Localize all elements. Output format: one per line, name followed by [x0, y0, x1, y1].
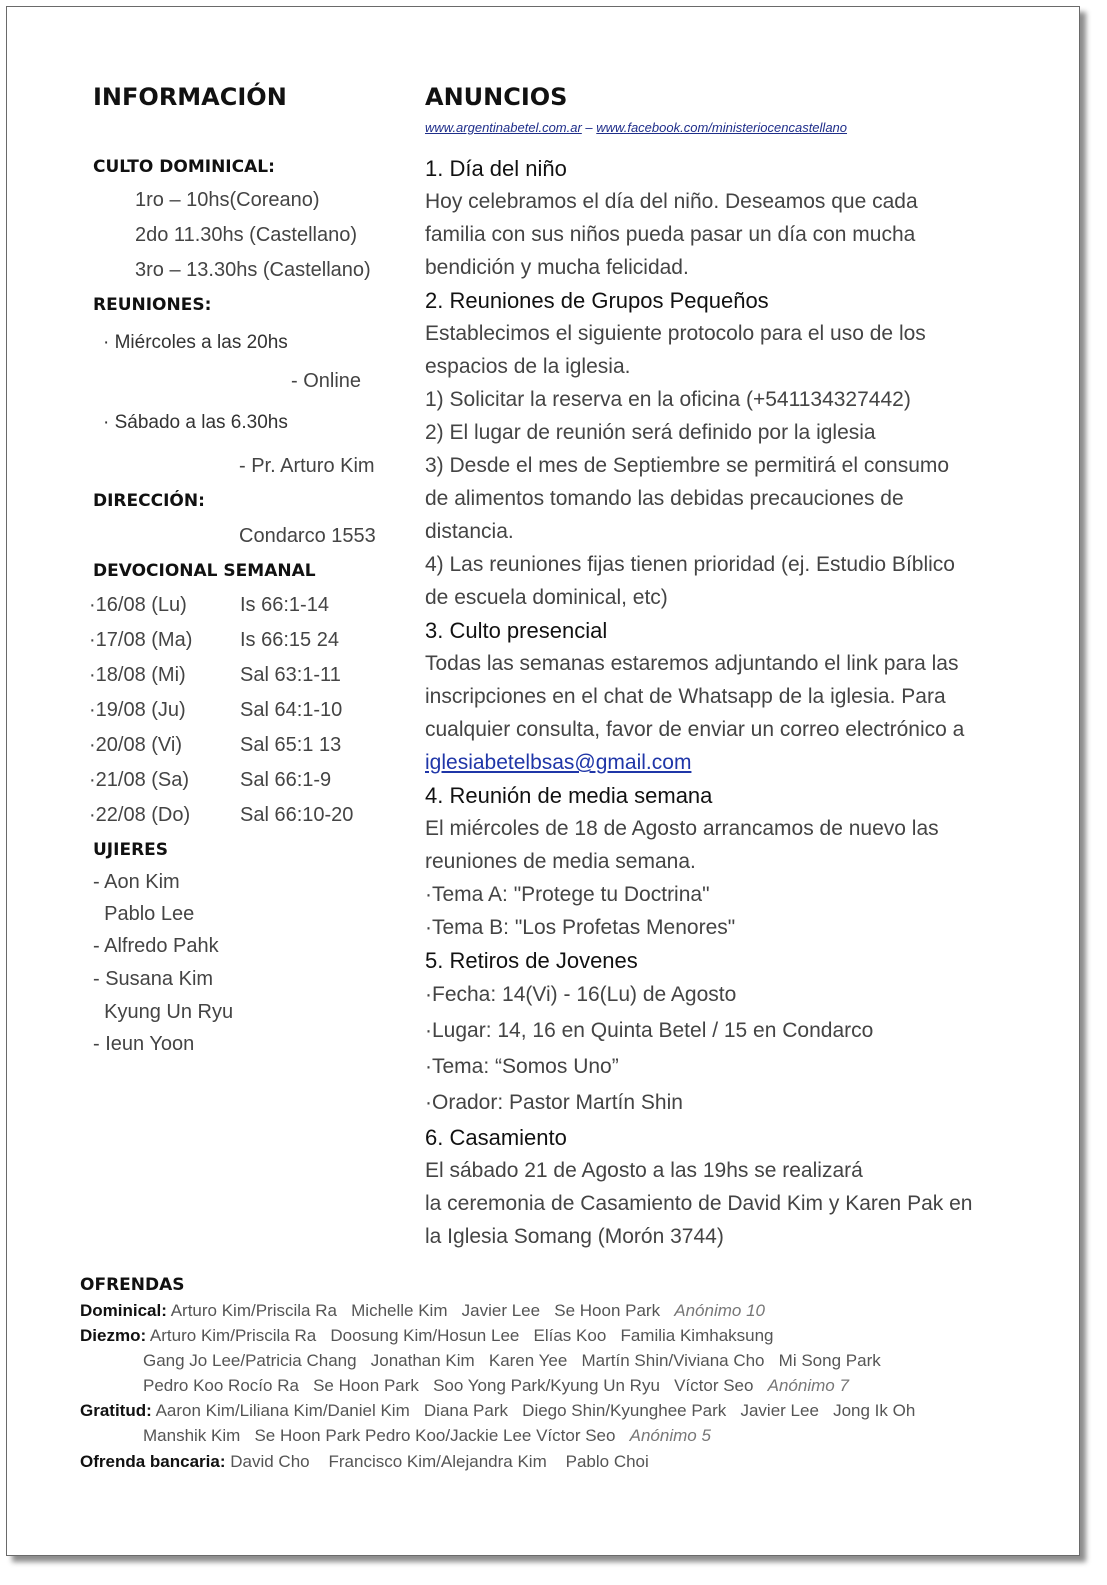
diezmo-names: Arturo Kim/Priscila Ra Doosung Kim/Hosun Lee Elías Koo Familia Kimhaksung — [149, 1326, 774, 1345]
announcement-line: ·Fecha: 14(Vi) - 16(Lu) de Agosto — [425, 983, 737, 1006]
dominical-names: Arturo Kim/Priscila Ra Michelle Kim Javier Lee Se Hoon Park — [170, 1301, 661, 1320]
ujier-item: - Ieun Yoon — [93, 1033, 195, 1055]
gratitud-anon: Anónimo 5 — [629, 1426, 711, 1445]
devocional-day: ·21/08 (Sa) — [89, 769, 190, 791]
culto-item: 1ro – 10hs(Coreano) — [135, 189, 320, 211]
announcement-line: espacios de la iglesia. — [425, 355, 631, 378]
announcement-line: de alimentos tomando las debidas precauciones de — [425, 487, 904, 510]
announcement-heading: 5. Retiros de Jovenes — [425, 948, 638, 973]
devocional-day: ·16/08 (Lu) — [89, 594, 187, 616]
ujier-item: - Aon Kim — [93, 871, 180, 893]
announcement-line: ·Tema: “Somos Uno” — [425, 1055, 619, 1078]
announcement-line: de escuela dominical, etc) — [425, 586, 668, 609]
announcement-line: El miércoles de 18 de Agosto arrancamos de nuevo las — [425, 817, 939, 840]
announcement-line: 3) Desde el mes de Septiembre se permitirá el consumo — [425, 454, 950, 477]
announcement-line: Todas las semanas estaremos adjuntando el link para las — [425, 652, 959, 675]
ujieres-label: UJIERES — [93, 840, 169, 860]
announcement-line: la ceremonia de Casamiento de David Kim y Karen Pak en — [425, 1192, 973, 1215]
diezmo-label: Diezmo: — [80, 1326, 147, 1345]
gratitud-names: Manshik Kim Se Hoon Park Pedro Koo/Jackie Lee Víctor Seo — [143, 1426, 616, 1445]
gratitud-names: Aaron Kim/Liliana Kim/Daniel Kim Diana Park Diego Shin/Kyunghee Park Javier Lee Jong Ik Oh — [155, 1401, 916, 1420]
devocional-day: ·17/08 (Ma) — [89, 629, 193, 651]
ofrendas-title: OFRENDAS — [80, 1275, 185, 1295]
ofrenda-gratitud — [80, 1401, 915, 1421]
ujier-item: - Alfredo Pahk — [93, 935, 219, 957]
link-separator: – — [581, 120, 597, 135]
devocional-ref: Is 66:15 24 — [240, 629, 339, 651]
email-link[interactable]: iglesiabetelbsas@gmail.com — [425, 751, 692, 774]
announcement-line: distancia. — [425, 520, 514, 543]
devocional-day: ·19/08 (Ju) — [89, 699, 186, 721]
devocional-day: ·20/08 (Vi) — [89, 734, 183, 756]
diezmo-names: Pedro Koo Rocío Ra Se Hoon Park Soo Yong Park/Kyung Un Ryu Víctor Seo — [143, 1376, 754, 1395]
reunion-sub: - Pr. Arturo Kim — [239, 455, 375, 477]
devocional-label: DEVOCIONAL SEMANAL — [93, 561, 316, 581]
devocional-ref: Sal 66:10-20 — [240, 804, 354, 826]
announcement-line: ·Orador: Pastor Martín Shin — [425, 1091, 683, 1114]
reunion-sub: - Online — [291, 370, 362, 392]
culto-label: CULTO DOMINICAL: — [93, 157, 275, 177]
announcement-line: ·Tema B: "Los Profetas Menores" — [425, 916, 736, 939]
announcement-heading: 6. Casamiento — [425, 1125, 567, 1150]
ofrenda-gratitud-cont — [143, 1426, 711, 1446]
anuncios-title: ANUNCIOS — [425, 83, 568, 111]
announcement-line: ·Tema A: "Protege tu Doctrina" — [425, 883, 710, 906]
gratitud-label: Gratitud: — [80, 1401, 152, 1420]
dominical-anon: Anónimo 10 — [674, 1301, 765, 1320]
announcement-line: familia con sus niños pueda pasar un día con mucha — [425, 223, 916, 246]
announcements — [425, 152, 1065, 1253]
facebook-link[interactable]: www.facebook.com/ministeriocencastellano — [596, 120, 848, 135]
culto-item: 2do 11.30hs (Castellano) — [135, 224, 357, 246]
announcement-line: Hoy celebramos el día del niño. Deseamos que cada — [425, 190, 918, 213]
dominical-label: Dominical: — [80, 1301, 167, 1320]
direccion-value: Condarco 1553 — [239, 525, 376, 547]
announcement-heading: 4. Reunión de media semana — [425, 783, 713, 808]
devocional-ref: Is 66:1-14 — [240, 594, 329, 616]
announcement-line: la Iglesia Somang (Morón 3744) — [425, 1225, 724, 1248]
devocional-ref: Sal 66:1-9 — [240, 769, 332, 791]
ofrenda-bancaria — [80, 1452, 649, 1472]
bulletin-page — [6, 6, 1080, 1556]
website-link[interactable]: www.argentinabetel.com.ar — [425, 120, 582, 135]
reuniones-label: REUNIONES: — [93, 295, 212, 315]
ujier-item: - Susana Kim — [93, 968, 214, 990]
ujier-item: Kyung Un Ryu — [93, 1001, 234, 1023]
reunion-item: · Miércoles a las 20hs — [103, 332, 288, 353]
announcement-line: cualquier consulta, favor de enviar un correo electrónico a — [425, 718, 965, 741]
diezmo-anon: Anónimo 7 — [767, 1376, 849, 1395]
announcement-line: 1) Solicitar la reserva en la oficina (+541134327442) — [425, 388, 911, 411]
website-links — [425, 120, 847, 135]
direccion-label: DIRECCIÓN: — [93, 491, 205, 511]
ofrenda-dominical — [80, 1301, 765, 1321]
devocional-ref: Sal 65:1 13 — [240, 734, 342, 756]
announcement-line: 2) El lugar de reunión será definido por la iglesia — [425, 421, 876, 444]
devocional-ref: Sal 63:1-11 — [240, 664, 341, 686]
announcement-line: El sábado 21 de Agosto a las 19hs se realizará — [425, 1159, 863, 1182]
devocional-day: ·22/08 (Do) — [89, 804, 191, 826]
announcement-heading: 3. Culto presencial — [425, 618, 608, 643]
bancaria-names: David Cho Francisco Kim/Alejandra Kim Pablo Choi — [230, 1452, 649, 1471]
announcement-heading: 2. Reuniones de Grupos Pequeños — [425, 288, 769, 313]
devocional-day: ·18/08 (Mi) — [89, 664, 186, 686]
reunion-item: · Sábado a las 6.30hs — [103, 412, 288, 433]
announcement-line: 4) Las reuniones fijas tienen prioridad (ej. Estudio Bíblico — [425, 553, 955, 576]
announcement-line: bendición y mucha felicidad. — [425, 256, 689, 279]
ofrenda-diezmo — [80, 1326, 774, 1346]
ofrenda-diezmo-cont — [143, 1376, 849, 1396]
bancaria-label: Ofrenda bancaria: — [80, 1452, 226, 1471]
announcement-line: ·Lugar: 14, 16 en Quinta Betel / 15 en Condarco — [425, 1019, 874, 1042]
culto-item: 3ro – 13.30hs (Castellano) — [135, 259, 371, 281]
devocional-ref: Sal 64:1-10 — [240, 699, 343, 721]
announcement-line: Establecimos el siguiente protocolo para el uso de los — [425, 322, 926, 345]
announcement-heading: 1. Día del niño — [425, 156, 567, 181]
announcement-line: reuniones de media semana. — [425, 850, 696, 873]
announcement-line: inscripciones en el chat de Whatsapp de la iglesia. Para — [425, 685, 946, 708]
ujier-item: Pablo Lee — [93, 903, 195, 925]
diezmo-names: Gang Jo Lee/Patricia Chang Jonathan Kim Karen Yee Martín Shin/Viviana Cho Mi Song Park — [143, 1351, 881, 1370]
info-title: INFORMACIÓN — [93, 83, 287, 111]
